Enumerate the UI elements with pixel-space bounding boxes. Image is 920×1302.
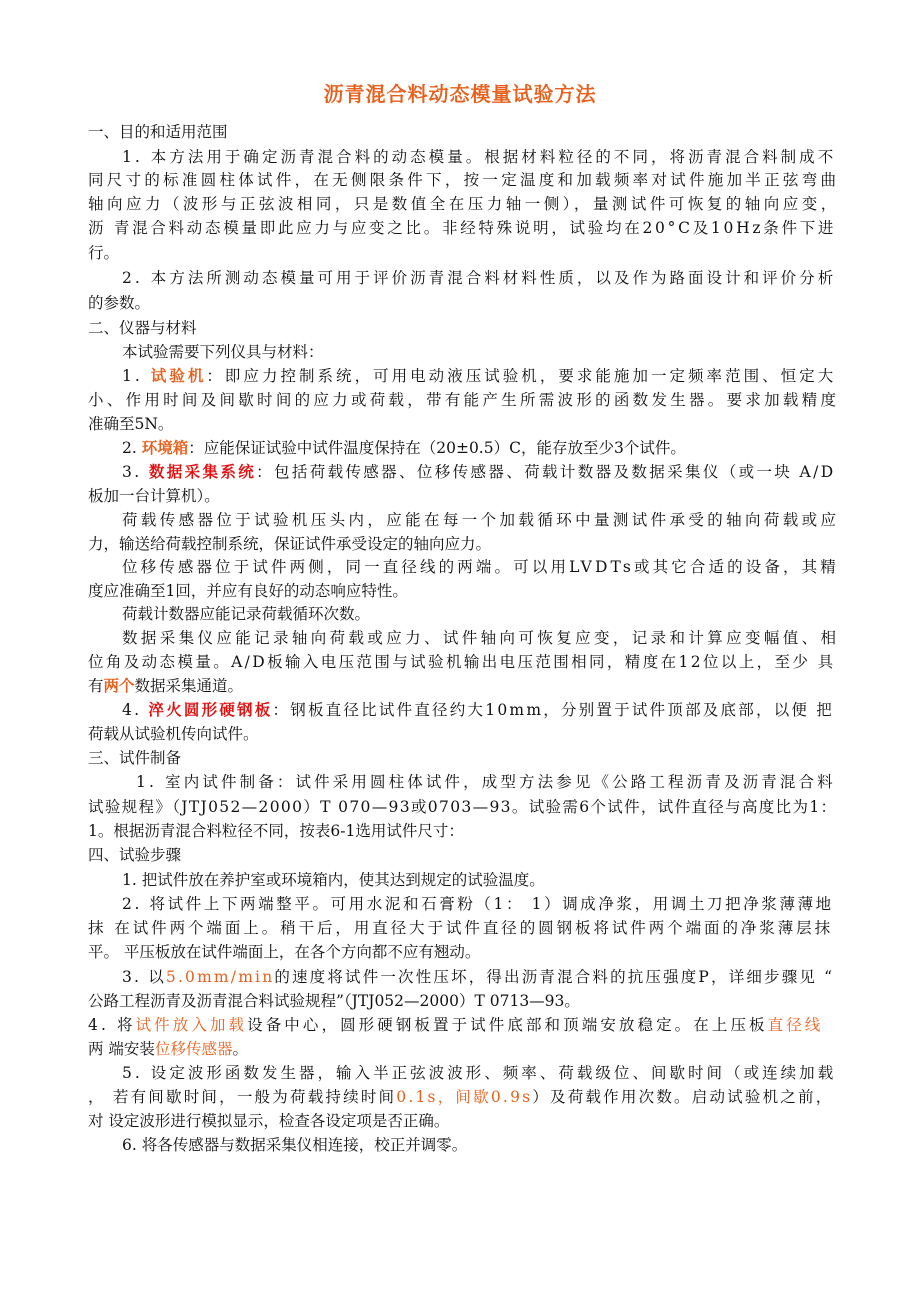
text-line xyxy=(88,821,464,841)
section-heading xyxy=(88,122,228,142)
text-line xyxy=(88,194,840,214)
text-line xyxy=(88,991,580,1011)
text-segment: 平。 平压板放在试件端面上，在各个方向都不应有翘动。 xyxy=(88,943,481,961)
text-segment: 荷载从试验机传向试件。 xyxy=(88,725,259,743)
text-line xyxy=(88,486,220,506)
text-segment: 。 xyxy=(232,1040,248,1058)
text-segment: 1. 把试件放在养护室或环境箱内，使其达到规定的试验温度。 xyxy=(122,871,545,889)
text-segment: 位角及动态模量。A/D板输入电压范围与试验机输出电压范围相同，精度在12位以上，至少 具 xyxy=(88,653,836,671)
text-segment: 度应准确至1回，并应有良好的动态响应特性。 xyxy=(88,582,408,600)
text-segment: 力，输送给荷载控制系统，保证试件承受设定的轴向应力。 xyxy=(88,535,492,553)
text-line xyxy=(122,894,834,914)
text-segment: 小、作用时间及间歇时间的应力或荷载，带有能产生所需波形的函数发生器。要求加载精度 xyxy=(88,391,840,409)
text-segment: 位移传感器位于试件两侧，同一直径线的两端。可以用LVDTs或其它合适的设备，其精 xyxy=(122,558,839,576)
text-line xyxy=(88,918,833,938)
text-line xyxy=(122,557,839,577)
text-segment: 3. xyxy=(122,463,149,481)
text-segment: 数据采集通道。 xyxy=(134,677,244,695)
text-segment: ：即应力控制系统，可用电动液压试验机，要求能施加一定频率范围、恒定大 xyxy=(206,367,837,385)
text-segment: 轴向应力（波形与正弦波相同，只是数值全在压力轴一侧），量测试件可恢复的轴向应变， xyxy=(88,195,840,213)
text-segment: 6. 将各传感器与数据采集仪相连接，校正并调零。 xyxy=(122,1136,468,1154)
text-segment: 三、试件制备 xyxy=(88,749,182,767)
text-segment: 的参数。 xyxy=(88,294,151,312)
section-heading xyxy=(88,318,197,338)
text-line xyxy=(88,676,243,696)
text-segment: 1. 室内试件制备：试件采用圆柱体试件，成型方法参见《公路工程沥青及沥青混合料 xyxy=(136,773,836,791)
text-segment: 两 端安装 xyxy=(88,1040,155,1058)
text-segment: 板加一台计算机）。 xyxy=(88,487,220,505)
text-segment: 3. 以 xyxy=(122,968,166,986)
highlighted-term: 直径线 xyxy=(767,1016,824,1034)
text-line xyxy=(122,268,836,288)
text-segment: 试验规程》（JTJ052—2000）T 070—93或0703—93。试验需6个试件，试件直径与高度比为1： xyxy=(88,798,838,816)
section-heading xyxy=(88,845,181,865)
text-segment: 一、目的和适用范围 xyxy=(88,123,228,141)
text-line xyxy=(122,700,834,720)
text-line xyxy=(136,772,836,792)
text-segment: 二、仪器与材料 xyxy=(88,319,197,337)
text-segment: 4. 将 xyxy=(88,1016,136,1034)
text-segment: 的速度将试件一次性压坏，得出沥青混合料的抗压强度P，详细步骤见 “ xyxy=(274,968,835,986)
text-segment: 公路工程沥青及沥青混合料试验规程”（JTJ052—2000）T 0713—93。 xyxy=(88,992,580,1010)
text-segment: 2. 将试件上下两端整平。可用水泥和石膏粉（1： 1）调成净浆，用调土刀把净浆薄薄地 xyxy=(122,895,834,913)
text-line xyxy=(122,462,836,482)
text-line xyxy=(88,1087,833,1107)
text-segment: 准确至5N。 xyxy=(88,415,174,433)
text-line xyxy=(88,942,480,962)
text-segment: 抹 在试件两个端面上。稍干后，用直径大于试件直径的圆钢板将试件两个端面的净浆薄层抹 xyxy=(88,919,834,937)
text-line xyxy=(88,293,150,313)
text-segment: 荷载计数器应能记录荷载循环次数。 xyxy=(122,605,371,623)
text-line xyxy=(88,534,491,554)
text-segment: ， 若有间歇时间，一般为荷载持续时间 xyxy=(88,1088,397,1106)
text-line xyxy=(88,724,259,744)
text-line xyxy=(122,342,324,362)
highlighted-term: 两个 xyxy=(103,677,135,695)
text-line xyxy=(122,628,839,648)
text-line xyxy=(88,243,119,263)
text-segment: 沥 青混合料动态模量即此应力与应变之比。非经特殊说明，试验均在20°C及10Hz条件下进 xyxy=(88,219,837,237)
text-line xyxy=(88,1015,823,1035)
highlighted-term: 试验机 xyxy=(150,367,207,385)
text-segment: ）及荷载作用次数。启动试验机之前， xyxy=(532,1088,834,1106)
text-line xyxy=(122,438,686,458)
text-segment: 本试验需要下列仪具与材料： xyxy=(122,343,324,361)
text-segment: 数据采集仪应能记录轴向荷载或应力、试件轴向可恢复应变，记录和计算应变幅值、相 xyxy=(122,629,840,647)
text-line xyxy=(122,147,836,167)
text-segment: 1。根据沥青混合料粒径不同，按表6-1选用试件尺寸： xyxy=(88,822,464,840)
section-heading xyxy=(88,748,181,768)
text-segment: 对 设定波形进行模拟显示，检查各设定项是否正确。 xyxy=(88,1112,450,1130)
highlighted-term: 0.1s，间歇0.9s xyxy=(396,1088,533,1106)
text-segment: 1. xyxy=(122,367,151,385)
text-line xyxy=(88,170,839,190)
text-segment: 设备中心，圆形硬钢板置于试件底部和顶端安放稳定。在上压板 xyxy=(247,1016,768,1034)
text-segment: ：包括荷载传感器、位移传感器、荷载计数器及数据采集仪（或一块 A/D xyxy=(256,463,836,481)
highlighted-term: 数据采集系统 xyxy=(148,463,257,481)
text-line xyxy=(122,870,545,890)
text-segment: 4. xyxy=(122,701,149,719)
text-segment: 同尺寸的标准圆柱体试件，在无侧限条件下，按一定温度和加载频率对试件施加半正弦弯曲 xyxy=(88,171,840,189)
text-line xyxy=(122,510,839,530)
highlighted-term: 位移传感器 xyxy=(154,1040,233,1058)
text-segment: ：应能保证试验中试件温度保持在（20±0.5）C，能存放至少3个试件。 xyxy=(188,439,686,457)
text-line xyxy=(88,390,839,410)
text-segment: 行。 xyxy=(88,244,120,262)
text-segment: ：钢板直径比试件直径约大10mm，分别置于试件顶部及底部，以便 把 xyxy=(272,701,835,719)
highlighted-term: 淬火圆形硬钢板 xyxy=(148,701,273,719)
text-segment: 四、试验步骤 xyxy=(88,846,182,864)
text-line xyxy=(88,1111,449,1131)
text-segment: 1. 本方法用于确定沥青混合料的动态模量。根据材料粒径的不同，将沥青混合料制成不 xyxy=(122,148,837,166)
text-segment: 荷载传感器位于试验机压头内，应能在每一个加载循环中量测试件承受的轴向荷载或应 xyxy=(122,511,840,529)
text-line xyxy=(88,414,173,434)
text-segment: 5. 设定波形函数发生器，输入半正弦波波形、频率、荷载级位、间歇时间（或连续加载 xyxy=(122,1064,837,1082)
text-line xyxy=(88,581,408,601)
text-segment: 有 xyxy=(88,677,104,695)
text-line xyxy=(122,1063,836,1083)
text-line xyxy=(88,218,836,238)
text-line xyxy=(88,652,835,672)
highlighted-term: 试件放入加载 xyxy=(135,1016,248,1034)
text-line xyxy=(122,366,836,386)
highlighted-term: 环境箱 xyxy=(141,439,189,457)
highlighted-term: 5.0mm/min xyxy=(165,968,275,986)
text-line xyxy=(88,797,837,817)
text-segment: 2. 本方法所测动态模量可用于评价沥青混合料材料性质，以及作为路面设计和评价分析 xyxy=(122,269,837,287)
text-line xyxy=(122,1135,467,1155)
text-segment: 2. xyxy=(122,439,142,457)
text-line xyxy=(88,1039,248,1059)
text-line xyxy=(122,967,834,987)
text-line xyxy=(122,604,370,624)
document-title: 沥青混合料动态模量试验方法 xyxy=(323,82,597,106)
